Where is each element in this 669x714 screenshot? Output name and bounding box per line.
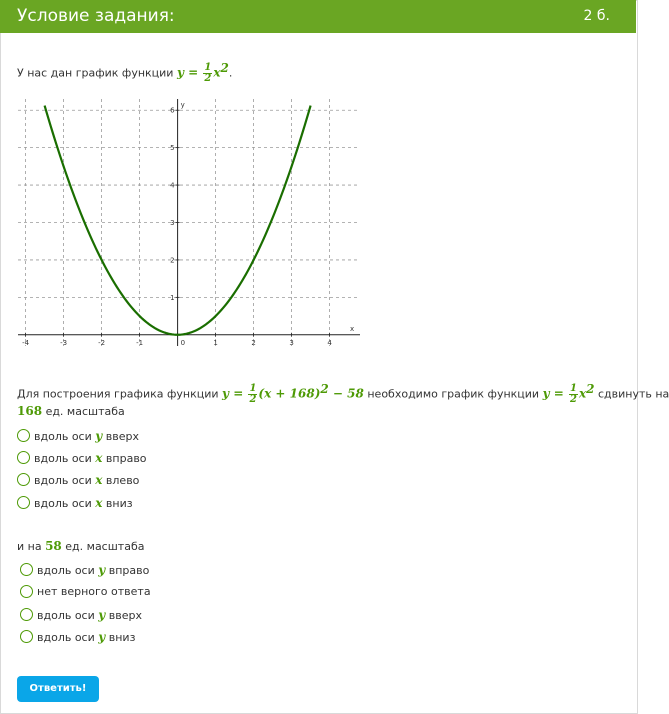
y-axis-label: y — [180, 101, 185, 109]
radio-button[interactable] — [17, 496, 30, 509]
submit-button[interactable]: Ответить! — [17, 676, 99, 702]
radio-button[interactable] — [17, 429, 30, 442]
radio-button[interactable] — [20, 608, 33, 621]
radio-button[interactable] — [17, 451, 30, 464]
radio-button[interactable] — [20, 630, 33, 643]
x-tick-label: 0 — [180, 338, 186, 347]
y-tick-label: 2 — [170, 256, 175, 265]
radio-button[interactable] — [17, 473, 30, 486]
x-tick-label: 3 — [289, 338, 294, 347]
y-tick-label: 3 — [170, 219, 175, 227]
x-tick-label: 4 — [327, 338, 332, 347]
radio-button[interactable] — [20, 563, 33, 576]
chart-grid — [18, 99, 360, 346]
x-tick-label: -4 — [22, 338, 30, 347]
task-points: 2 б. — [583, 8, 610, 24]
x-axis-label: x — [350, 324, 355, 333]
y-tick-label: 4 — [170, 181, 175, 190]
y-tick-label: 5 — [170, 144, 175, 153]
function-graph — [14, 95, 364, 350]
radio-button[interactable] — [20, 585, 33, 598]
second-question-text: и на 58 ед. масштаба — [17, 539, 145, 553]
x-tick-label: 2 — [251, 338, 256, 347]
task-header — [0, 0, 636, 33]
y-tick-label: 6 — [170, 106, 175, 115]
intro-text: У нас дан график функции y = $\frac{1}{2}$ $x^2$. — [17, 61, 233, 85]
y-tick-label: 1 — [170, 293, 175, 302]
x-tick-label: -3 — [60, 338, 68, 347]
x-tick-label: 1 — [213, 338, 218, 347]
x-tick-label: -1 — [136, 338, 144, 347]
question-text-line2: 168 ед. масштаба — [17, 404, 125, 418]
x-tick-label: -2 — [98, 338, 106, 347]
question-text: Для построения графика функции y = $\frac{1}{2}$ $(x + 168)^2 - 58$ необходимо график функции y = $\frac{1}{2}$ $x^2$ сдвинуть на — [17, 382, 669, 406]
task-title: Условие задания: — [17, 6, 175, 26]
